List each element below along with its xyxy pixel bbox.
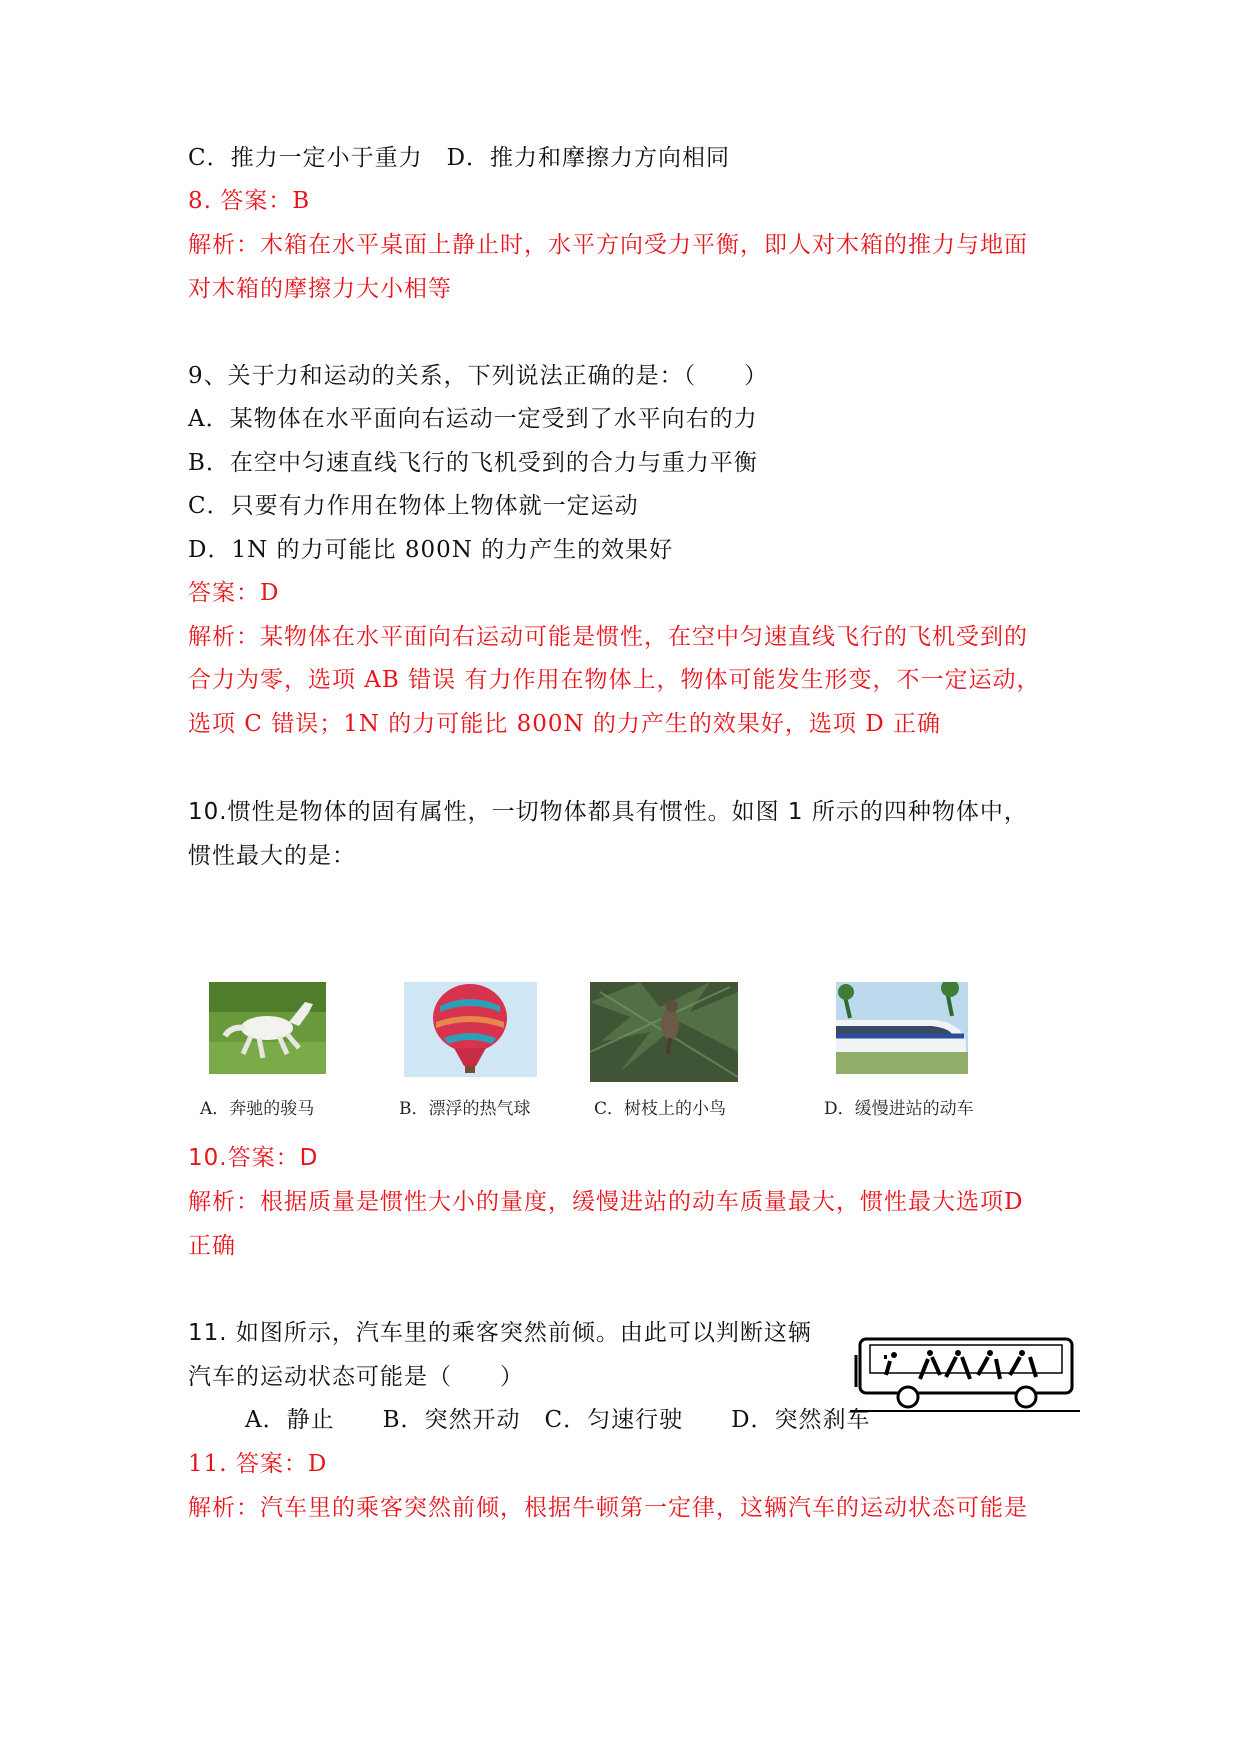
q8-options-line: C．推力一定小于重力 D．推力和摩擦力方向相同 — [188, 145, 731, 171]
q11-analysis-line-1: 解析：汽车里的乘客突然前倾，根据牛顿第一定律，这辆汽车的运动状态可能是 — [188, 1495, 1028, 1521]
q9-answer: 答案：D — [188, 580, 280, 606]
q9-analysis-line-3: 选项 C 错误；1N 的力可能比 800N 的力产生的效果好，选项 D 正确 — [188, 711, 941, 737]
q9-option-d: D．1N 的力可能比 800N 的力产生的效果好 — [188, 537, 674, 563]
q11-answer: 11. 答案：D — [188, 1451, 328, 1477]
q10-caption-b: B．漂浮的热气球 — [399, 1099, 531, 1119]
q10-analysis-line-1: 解析：根据质量是惯性大小的量度，缓慢进站的动车质量最大，惯性最大选项D — [188, 1189, 1024, 1215]
q9-option-c: C．只要有力作用在物体上物体就一定运动 — [188, 493, 639, 519]
hot-air-balloon-image — [404, 982, 537, 1077]
q11-stem-line-2: 汽车的运动状态可能是（ ） — [188, 1364, 524, 1390]
q8-analysis-line-1: 解析：木箱在水平桌面上静止时，水平方向受力平衡，即人对木箱的推力与地面 — [188, 232, 1028, 258]
q8-analysis-line-2: 对木箱的摩擦力大小相等 — [188, 276, 452, 302]
q9-analysis-line-1: 解析：某物体在水平面向右运动可能是惯性，在空中匀速直线飞行的飞机受到的 — [188, 624, 1028, 650]
bus-passengers-figure — [850, 1335, 1080, 1415]
q9-option-b: B．在空中匀速直线飞行的飞机受到的合力与重力平衡 — [188, 450, 758, 476]
q10-answer: 10.答案：D — [188, 1145, 319, 1171]
q9-option-a: A．某物体在水平面向右运动一定受到了水平向右的力 — [188, 406, 758, 432]
bird-on-branch-image — [590, 982, 738, 1082]
q10-caption-a: A．奔驰的骏马 — [200, 1099, 315, 1119]
q9-stem: 9、关于力和运动的关系，下列说法正确的是：（ ） — [188, 363, 769, 389]
horse-image — [209, 982, 326, 1074]
q10-stem-line-2: 惯性最大的是： — [188, 843, 356, 869]
bullet-train-image — [836, 982, 968, 1074]
q8-answer: 8. 答案：B — [188, 188, 311, 214]
q10-caption-d: D．缓慢进站的动车 — [824, 1099, 974, 1119]
q11-options-line: A．静止 B．突然开动 C．匀速行驶 D．突然刹车 — [245, 1407, 871, 1433]
q10-analysis-line-2: 正确 — [188, 1233, 236, 1259]
q10-stem-line-1: 10.惯性是物体的固有属性，一切物体都具有惯性。如图 1 所示的四种物体中， — [188, 799, 1028, 825]
q9-analysis-line-2: 合力为零，选项 AB 错误 有力作用在物体上，物体可能发生形变，不一定运动， — [188, 667, 1041, 693]
q10-caption-c: C．树枝上的小鸟 — [594, 1099, 727, 1119]
q11-stem-line-1: 11. 如图所示，汽车里的乘客突然前倾。由此可以判断这辆 — [188, 1320, 812, 1346]
